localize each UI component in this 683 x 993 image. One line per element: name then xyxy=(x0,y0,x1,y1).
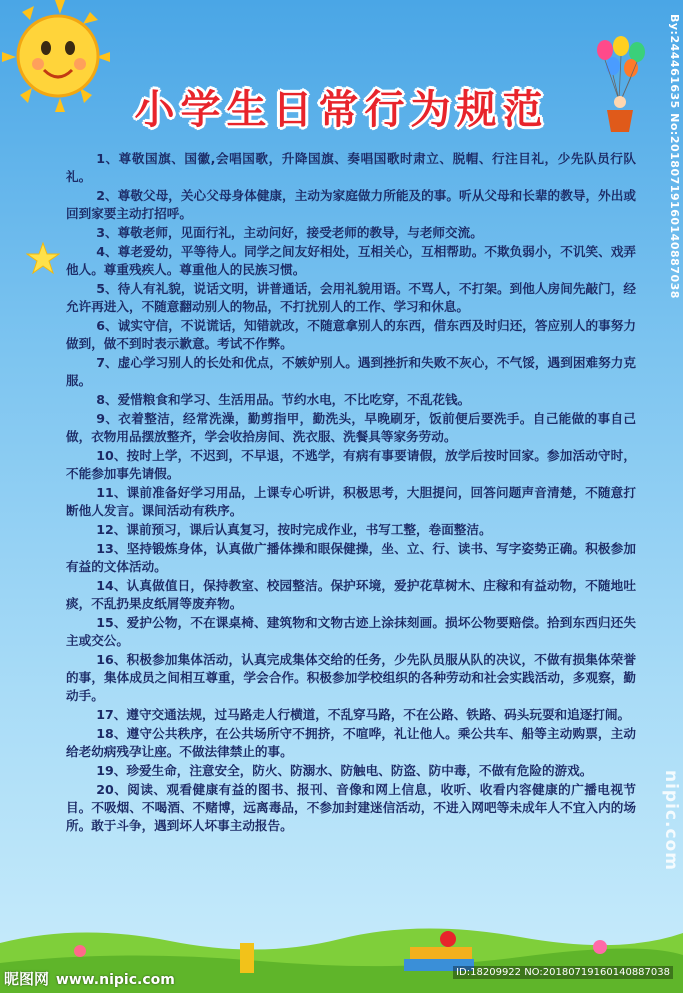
rule-item: 14、认真做值日，保持教室、校园整洁。保护环境，爱护花草树木、庄稼和有益动物，不随地吐痰，不乱扔果皮纸屑等废弃物。 xyxy=(66,578,636,611)
side-id-text: By:244461635 No:20180719160140887038 xyxy=(668,14,681,299)
rule-item: 19、珍爱生命，注意安全，防火、防溺水、防触电、防盗、防中毒，不做有危险的游戏。 xyxy=(96,763,593,778)
rule-item: 18、遵守公共秩序，在公共场所守不拥挤，不喧哗，礼让他人。乘公共车、船等主动购票，主动给老幼病残孕让座。不做法律禁止的事。 xyxy=(66,726,636,759)
rule-item: 15、爱护公物，不在课桌椅、建筑物和文物古迹上涂抹刻画。损坏公物要赔偿。拾到东西归还失主或交公。 xyxy=(66,615,636,648)
rule-item: 2、尊敬父母，关心父母身体健康，主动为家庭做力所能及的事。听从父母和长辈的教导，外出或回到家要主动打招呼。 xyxy=(66,188,636,221)
site-watermark xyxy=(4,968,175,989)
rule-item: 6、诚实守信，不说谎话，知错就改，不随意拿别人的东西，借东西及时归还，答应别人的事努力做到，做不到时表示歉意。考试不作弊。 xyxy=(66,318,636,351)
rule-item: 20、阅读、观看健康有益的图书、报刊、音像和网上信息，收听、收看内容健康的广播电视节目。不吸烟、不喝酒、不赌博，远离毒品，不参加封建迷信活动，不进入网吧等未成年人不宜入内的场所。敢于斗争，遇到坏人坏事主动报告。 xyxy=(66,782,636,833)
bottom-id-text: ID:18209922 NO:20180719160140887038 xyxy=(453,966,673,979)
rule-item: 5、待人有礼貌，说话文明，讲普通话，会用礼貌用语。不骂人，不打架。到他人房间先敲门，经允许再进入，不随意翻动别人的物品，不打扰别人的工作、学习和休息。 xyxy=(66,281,636,314)
rule-item: 1、尊敬国旗、国徽,会唱国歌，升降国旗、奏唱国歌时肃立、脱帽、行注目礼，少先队员行队礼。 xyxy=(66,151,636,184)
rule-item: 7、虚心学习别人的长处和优点，不嫉妒别人。遇到挫折和失败不灰心，不气馁，遇到困难努力克服。 xyxy=(66,355,636,388)
rule-item: 17、遵守交通法规，过马路走人行横道，不乱穿马路，不在公路、铁路、码头玩耍和追逐打闹。 xyxy=(96,707,631,722)
watermark-url: www.nipic.com xyxy=(55,972,175,988)
rule-item: 4、尊老爱幼，平等待人。同学之间友好相处，互相关心，互相帮助。不欺负弱小，不讥笑、戏弄他人。尊重残疾人。尊重他人的民族习惯。 xyxy=(66,244,636,277)
rule-item: 8、爱惜粮食和学习、生活用品。节约水电，不比吃穿，不乱花钱。 xyxy=(96,392,471,407)
page-title: 小学生日常行为规范 xyxy=(134,87,549,133)
rule-item: 12、课前预习，课后认真复习，按时完成作业，书写工整，卷面整洁。 xyxy=(96,522,492,537)
rule-item: 13、坚持锻炼身体，认真做广播体操和眼保健操，坐、立、行、读书、写字姿势正确。积极参加有益的文体活动。 xyxy=(66,541,636,574)
right-watermark: nipic.com xyxy=(661,770,681,871)
rule-item: 3、尊敬老师，见面行礼，主动问好，接受老师的教导，与老师交流。 xyxy=(96,225,483,240)
rule-item: 11、课前准备好学习用品，上课专心听讲，积极思考，大胆提问，回答问题声音清楚，不随意打断他人发言。课间活动有秩序。 xyxy=(66,485,636,518)
rule-item: 16、积极参加集体活动，认真完成集体交给的任务，少先队员服从队的决议，不做有损集体荣誉的事，集体成员之间相互尊重，学会合作。积极参加学校组织的各种劳动和社会实践活动，多观察，勤动手。 xyxy=(66,652,636,703)
star-illustration xyxy=(26,242,60,276)
watermark-brand: 昵图网 xyxy=(4,970,50,988)
rules-list xyxy=(66,150,636,836)
rule-item: 9、衣着整洁，经常洗澡，勤剪指甲，勤洗头，早晚刷牙，饭前便后要洗手。自己能做的事自己做，衣物用品摆放整齐，学会收拾房间、洗衣服、洗餐具等家务劳动。 xyxy=(66,411,636,444)
rule-item: 10、按时上学，不迟到，不早退，不逃学，有病有事要请假，放学后按时回家。参加活动守时，不能参加事先请假。 xyxy=(66,448,636,481)
